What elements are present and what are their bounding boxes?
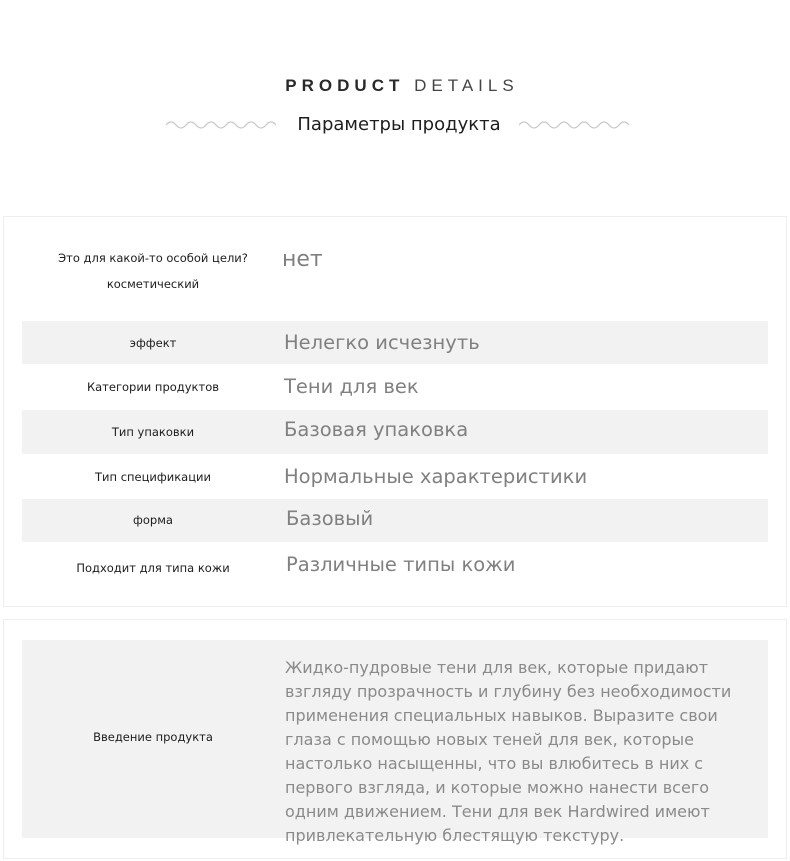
spec-row-effect (22, 321, 768, 364)
spec-value-skin-type: Различные типы кожи (286, 553, 516, 576)
section-title (0, 76, 790, 96)
spec-table (3, 216, 787, 607)
spec-value-category: Тени для век (284, 375, 419, 398)
spec-label-effect: эффект (129, 336, 177, 350)
spec-label-purpose-line2: косметический (106, 277, 200, 291)
spec-row-form (22, 499, 768, 542)
section-subtitle: Параметры продукта (297, 114, 501, 135)
spec-value-effect: Нелегко исчезнуть (284, 331, 480, 354)
section-title-bold: PRODUCT (285, 76, 405, 95)
right-wave-ornament-icon (519, 119, 629, 131)
section-title-light: DETAILS (414, 76, 519, 95)
product-intro-label: Введение продукта (93, 730, 213, 744)
spec-label-purpose (22, 245, 284, 297)
product-intro-card (3, 619, 787, 859)
spec-label-packaging: Тип упаковки (111, 425, 195, 439)
spec-label-purpose-line1: Это для какой-то особой цели? (58, 251, 248, 265)
spec-value-form: Базовый (286, 507, 374, 530)
spec-row-packaging (22, 410, 768, 454)
spec-row-skin-type (22, 544, 768, 589)
spec-label-skin-type: Подходит для типа кожи (76, 561, 230, 575)
spec-row-category (22, 365, 768, 408)
product-intro-text: Жидко-пудровые тени для век, которые придают взгляду прозрачность и глубину без необходимости применения специальных навыков. Выразите свои глаза с помощью новых теней для век, которые настолько насыщенны, что вы влюбитесь в них с первого взгляда, и которые можно нанести всего одним движением. Тени для век Hardwired имеют привлекательную блестящую текстуру. (285, 658, 732, 845)
spec-row-purpose (22, 239, 768, 299)
spec-value-packaging: Базовая упаковка (284, 418, 469, 441)
left-wave-ornament-icon (166, 119, 276, 131)
spec-value-purpose: нет (282, 247, 323, 272)
spec-label-spec-type: Тип спецификации (95, 470, 211, 484)
product-intro-row (22, 640, 768, 845)
spec-row-spec-type (22, 455, 768, 498)
spec-value-spec-type: Нормальные характеристики (284, 465, 588, 488)
section-subtitle-row (0, 112, 790, 142)
spec-label-form: форма (133, 513, 173, 527)
spec-label-category: Категории продуктов (86, 380, 220, 394)
